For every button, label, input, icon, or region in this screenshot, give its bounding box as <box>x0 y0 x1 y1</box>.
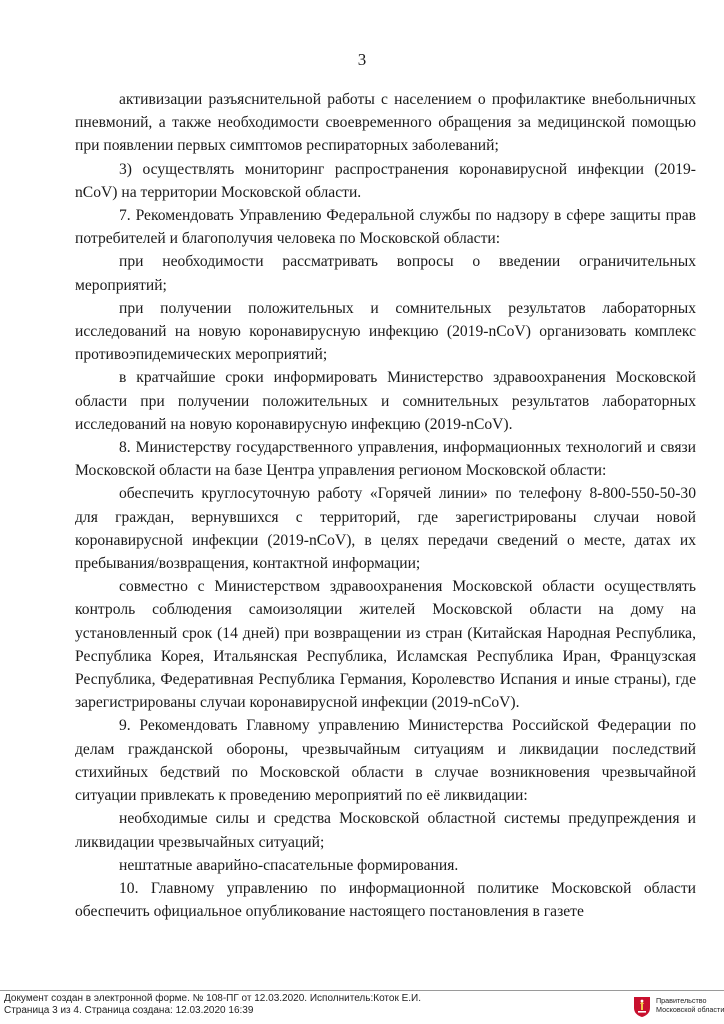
coat-of-arms-icon <box>632 996 652 1018</box>
logo-line-1: Правительство <box>656 996 707 1005</box>
paragraph-section-7: 7. Рекомендовать Управлению Федеральной службы по надзору в сфере защиты прав потребителей и благополучия человека по Московской области: <box>75 207 696 248</box>
footer-document-line: Документ создан в электронной форме. № 108-ПГ от 12.03.2020. Исполнитель:Коток Е.И. <box>4 993 422 1004</box>
document-body <box>75 88 696 923</box>
footer-info <box>4 993 584 1017</box>
paragraph-section-10: 10. Главному управлению по информационной политике Московской области обеспечить официальное опубликование настоящего постановления в газете <box>75 879 696 921</box>
paragraph-item-3: 3) осуществлять мониторинг распространения коронавирусной инфекции (2019-nCoV) на территории Московской области. <box>75 160 696 201</box>
footer-divider <box>0 990 724 991</box>
paragraph-section-9: 9. Рекомендовать Главному управлению Министерства Российской Федерации по делам гражданской обороны, чрезвычайным ситуациям и ликвидации последствий стихийных бедствий по Московской области в случае возникновения чрезвычайной ситуации привлекать к проведению мероприятий по её ликвидации: <box>75 717 696 805</box>
paragraph-8-item-2: совместно с Министерством здравоохранения Московской области осуществлять контроль соблюдения самоизоляции жителей Московской области на дому на установленный срок (14 дней) при возвращении из стран (Китайская Народная Республика, Республика Корея, Итальянская Республика, Исламская Республика Иран, Французская Республика, Федеративная Республика Германия, Королевство Испания и иные страны), где зарегистрированы случаи коронавирусной инфекции (2019-nCoV). <box>75 578 696 712</box>
footer-page-line: Страница 3 из 4. Страница создана: 12.03.2020 16:39 <box>4 1005 254 1016</box>
page-number: 3 <box>357 50 367 69</box>
government-logo <box>632 994 722 1020</box>
paragraph-continuation: активизации разъяснительной работы с населением о профилактике внебольничных пневмоний, а также необходимости своевременного обращения за медицинской помощью при появлении первых симптомов респираторных заболеваний; <box>75 91 696 155</box>
paragraph-7-item-3: в кратчайшие сроки информировать Министерство здравоохранения Московской области при получении положительных и сомнительных результатов лабораторных исследований на новую коронавирусную инфекцию (2019-nCoV). <box>75 369 696 433</box>
paragraph-9-item-1: необходимые силы и средства Московской областной системы предупреждения и ликвидации чрезвычайных ситуаций; <box>75 810 696 851</box>
logo-line-2: Московской области <box>656 1004 724 1014</box>
logo-caption <box>656 997 724 1014</box>
paragraph-section-8: 8. Министерству государственного управления, информационных технологий и связи Московской области на базе Центра управления регионом Московской области: <box>75 439 696 480</box>
paragraph-8-item-1: обеспечить круглосуточную работу «Горячей линии» по телефону 8-800-550-50-30 для граждан, вернувшихся с территорий, где зарегистрированы случаи новой коронавирусной инфекции (2019-nCoV), в целях передачи сведений о месте, датах их пребывания/возвращения, контактной информации; <box>75 485 696 573</box>
paragraph-7-item-1: при необходимости рассматривать вопросы о введении ограничительных мероприятий; <box>75 253 696 294</box>
paragraph-7-item-2: при получении положительных и сомнительных результатов лабораторных исследований на новую коронавирусную инфекцию (2019-nCoV) организовать комплекс противоэпидемических мероприятий; <box>75 299 696 364</box>
paragraph-9-item-2: нештатные аварийно-спасательные формирования. <box>119 856 459 874</box>
